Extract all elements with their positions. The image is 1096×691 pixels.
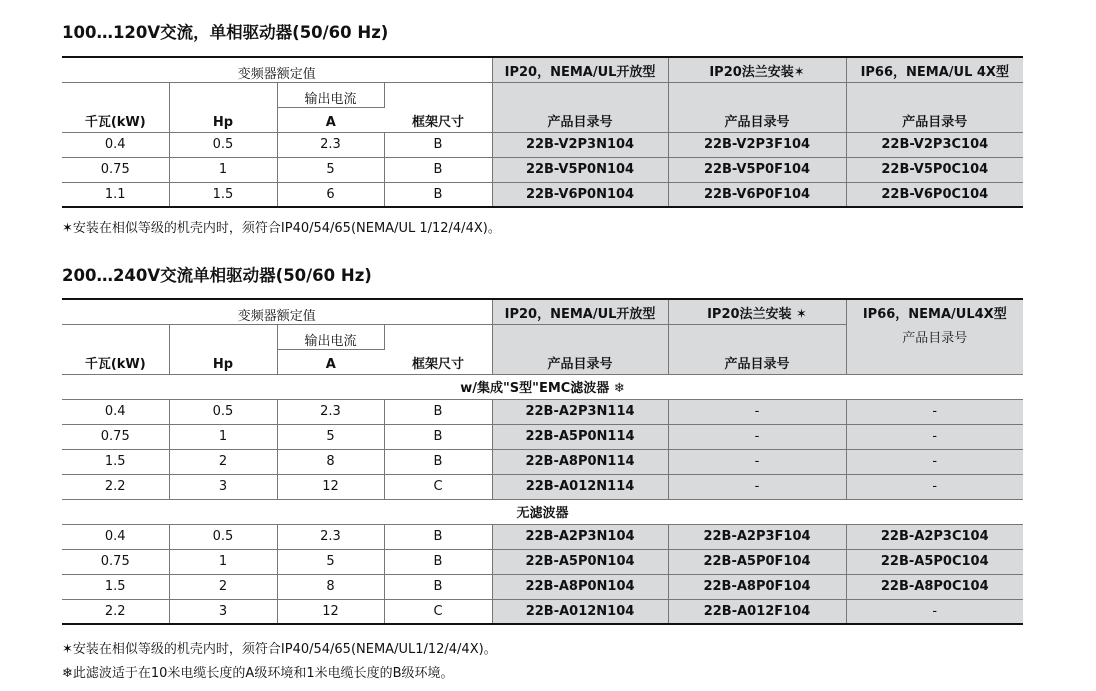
catalog-flange-cell: -	[668, 449, 846, 474]
kw-cell: 1.5	[62, 449, 169, 474]
catalog-flange-cell: 22B-A8P0F104	[668, 574, 846, 599]
kw-cell: 0.4	[62, 399, 169, 424]
catalog-flange-cell: -	[668, 424, 846, 449]
hp-cell: 1	[169, 549, 277, 574]
catalog-enclosed-cell: 22B-V5P0C104	[846, 157, 1023, 182]
frame-cell: B	[384, 449, 492, 474]
catalog-open-cell: 22B-A5P0N114	[492, 424, 668, 449]
kw-cell: 0.75	[62, 157, 169, 182]
table-row	[62, 599, 1023, 624]
frame-cell: B	[384, 399, 492, 424]
amps-cell: 2.3	[277, 524, 384, 549]
frame-cell: B	[384, 524, 492, 549]
table-row	[62, 399, 1023, 424]
catalog-flange-cell: 22B-A2P3F104	[668, 524, 846, 549]
catalog-enclosed-header: 产品目录号	[846, 324, 1023, 374]
catalog-enclosed-cell: -	[846, 399, 1023, 424]
hp-cell: 2	[169, 574, 277, 599]
catalog-open-cell: 22B-A2P3N104	[492, 524, 668, 549]
amps-cell: 2.3	[277, 132, 384, 157]
hp-cell: 0.5	[169, 132, 277, 157]
catalog-flange-cell: 22B-A012F104	[668, 599, 846, 624]
hp-cell: 1	[169, 157, 277, 182]
hp-cell: 1.5	[169, 182, 277, 207]
table-row	[62, 449, 1023, 474]
catalog-open-cell: 22B-V2P3N104	[492, 132, 668, 157]
catalog-open-cell: 22B-A8P0N104	[492, 574, 668, 599]
hp-cell: 3	[169, 474, 277, 499]
table-row	[62, 524, 1023, 549]
kw-cell: 2.2	[62, 474, 169, 499]
open-type-header: IP20，NEMA/UL开放型	[492, 299, 668, 324]
kw-cell: 0.75	[62, 549, 169, 574]
catalog-enclosed-cell: 22B-A8P0C104	[846, 574, 1023, 599]
amps-cell: 8	[277, 574, 384, 599]
kw-cell: 1.1	[62, 182, 169, 207]
hp-cell: 0.5	[169, 399, 277, 424]
col-kw-header: 千瓦(kW)	[62, 324, 169, 374]
filter-section-label: w/集成"S型"EMC滤波器 ❄	[62, 374, 1023, 399]
catalog-enclosed-cell: 22B-V6P0C104	[846, 182, 1023, 207]
flange-header: IP20法兰安装✶	[668, 57, 846, 82]
table-row	[62, 182, 1023, 207]
col-a-header: A	[325, 356, 336, 372]
catalog-open-header: 产品目录号	[492, 82, 668, 132]
open-type-header: IP20，NEMA/UL开放型	[492, 57, 668, 82]
amps-cell: 12	[277, 474, 384, 499]
enclosed-header: IP66，NEMA/UL4X型	[846, 299, 1023, 324]
catalog-enclosed-header: 产品目录号	[846, 82, 1023, 132]
catalog-flange-cell: 22B-V5P0F104	[668, 157, 846, 182]
hp-cell: 1	[169, 424, 277, 449]
catalog-flange-header: 产品目录号	[668, 82, 846, 132]
frame-cell: B	[384, 574, 492, 599]
kw-cell: 0.4	[62, 524, 169, 549]
col-hp-header: Hp	[169, 82, 277, 132]
catalog-open-header: 产品目录号	[492, 324, 668, 374]
catalog-open-cell: 22B-A012N104	[492, 599, 668, 624]
catalog-open-cell: 22B-A5P0N104	[492, 549, 668, 574]
frame-cell: B	[384, 132, 492, 157]
catalog-flange-cell: -	[668, 474, 846, 499]
amps-cell: 8	[277, 449, 384, 474]
nofilter-section-label: 无滤波器	[62, 499, 1023, 524]
catalog-flange-cell: 22B-A5P0F104	[668, 549, 846, 574]
catalog-open-cell: 22B-A8P0N114	[492, 449, 668, 474]
catalog-flange-cell: 22B-V2P3F104	[668, 132, 846, 157]
frame-cell: B	[384, 182, 492, 207]
catalog-enclosed-cell: 22B-V2P3C104	[846, 132, 1023, 157]
kw-cell: 0.75	[62, 424, 169, 449]
amps-cell: 5	[277, 549, 384, 574]
section2-footnote-star: ✶安装在相似等级的机壳内时，须符合IP40/54/65(NEMA/UL1/12/4/4X)。	[62, 642, 497, 657]
section1-footnote: ✶安装在相似等级的机壳内时，须符合IP40/54/65(NEMA/UL 1/12/4/4X)。	[62, 221, 501, 236]
hp-cell: 2	[169, 449, 277, 474]
amps-cell: 5	[277, 157, 384, 182]
catalog-enclosed-cell: -	[846, 599, 1023, 624]
table-row	[62, 424, 1023, 449]
section2-table	[62, 298, 1023, 625]
table-row	[62, 549, 1023, 574]
amps-cell: 2.3	[277, 399, 384, 424]
catalog-flange-header: 产品目录号	[668, 324, 846, 374]
amps-cell: 12	[277, 599, 384, 624]
catalog-enclosed-cell: 22B-A5P0C104	[846, 549, 1023, 574]
hp-cell: 3	[169, 599, 277, 624]
output-current-header: 输出电流	[277, 324, 384, 349]
catalog-open-cell: 22B-V6P0N104	[492, 182, 668, 207]
kw-cell: 1.5	[62, 574, 169, 599]
frame-cell: B	[384, 549, 492, 574]
section1-table	[62, 56, 1023, 208]
rating-group-header: 变频器额定值	[62, 299, 492, 324]
table-row	[62, 474, 1023, 499]
enclosed-header: IP66，NEMA/UL 4X型	[846, 57, 1023, 82]
col-frame-header: 框架尺寸	[384, 324, 492, 374]
kw-cell: 2.2	[62, 599, 169, 624]
catalog-open-cell: 22B-A012N114	[492, 474, 668, 499]
output-current-header: 输出电流	[277, 82, 384, 107]
frame-cell: B	[384, 157, 492, 182]
catalog-enclosed-cell: 22B-A2P3C104	[846, 524, 1023, 549]
section2-footnote-filter: ❄此滤波适于在10米电缆长度的A级环境和1米电缆长度的B级环境。	[62, 666, 454, 681]
frame-cell: C	[384, 599, 492, 624]
col-hp-header: Hp	[169, 324, 277, 374]
catalog-open-cell: 22B-V5P0N104	[492, 157, 668, 182]
col-frame-header: 框架尺寸	[384, 82, 492, 132]
catalog-enclosed-cell: -	[846, 474, 1023, 499]
frame-cell: C	[384, 474, 492, 499]
kw-cell: 0.4	[62, 132, 169, 157]
table-row	[62, 132, 1023, 157]
catalog-flange-cell: 22B-V6P0F104	[668, 182, 846, 207]
section1-title: 100…120V交流，单相驱动器(50/60 Hz)	[62, 23, 389, 42]
section2-title: 200…240V交流单相驱动器(50/60 Hz)	[62, 266, 372, 285]
catalog-enclosed-cell: -	[846, 424, 1023, 449]
amps-cell: 6	[277, 182, 384, 207]
col-kw-header: 千瓦(kW)	[62, 82, 169, 132]
catalog-flange-cell: -	[668, 399, 846, 424]
table-row	[62, 157, 1023, 182]
catalog-enclosed-cell: -	[846, 449, 1023, 474]
table-row	[62, 574, 1023, 599]
hp-cell: 0.5	[169, 524, 277, 549]
rating-group-header: 变频器额定值	[62, 57, 492, 82]
amps-cell: 5	[277, 424, 384, 449]
frame-cell: B	[384, 424, 492, 449]
flange-header: IP20法兰安装 ✶	[668, 299, 846, 324]
catalog-open-cell: 22B-A2P3N114	[492, 399, 668, 424]
col-a-header: A	[325, 114, 336, 130]
